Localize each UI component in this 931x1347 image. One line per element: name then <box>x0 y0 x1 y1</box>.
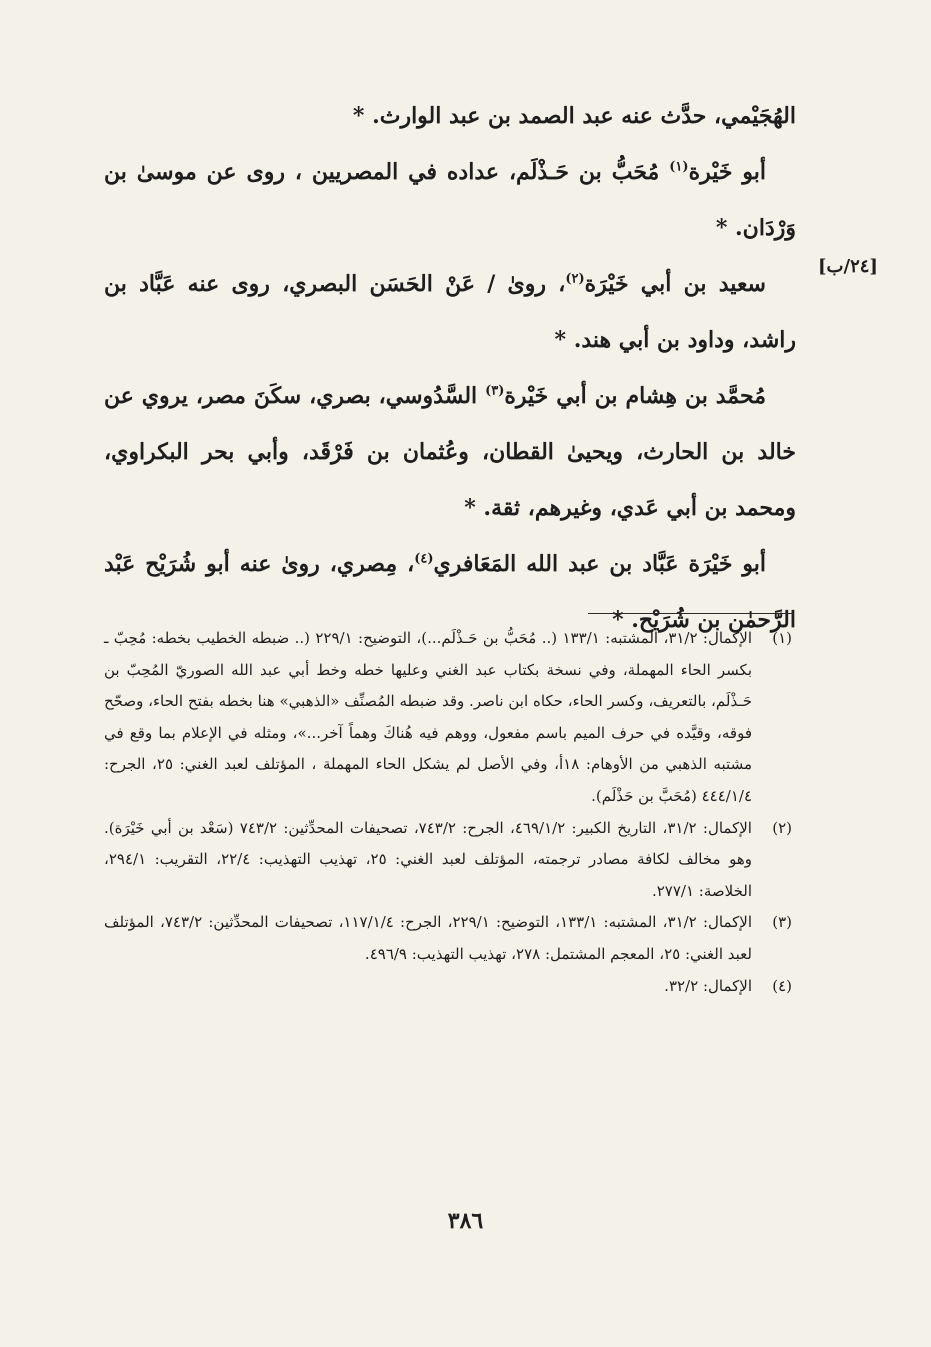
footnote-number: (٤) <box>772 976 792 995</box>
footnote-2 <box>104 813 792 908</box>
entry-text: أبو خَيْرَة عَبَّاد بن عبد الله المَعَافري <box>433 551 767 577</box>
footnote-separator <box>588 613 794 614</box>
entry-paragraph-hujaymi <box>104 88 796 144</box>
entry-text: ، روىٰ / عَنْ الحَسَن البصري، روى عنه عَبَّاد بن راشد، وداود بن أبي هند. * <box>104 271 796 353</box>
footnote-reference[interactable]: (٤) <box>414 551 434 567</box>
footnote-text: الإكمال: ٣١/٢، التاريخ الكبير: ٤٦٩/١/٢، الجرح: ٧٤٣/٢، تصحيفات المحدِّثين: ٧٤٣/٢ (سَعْد بن أبي خَيْرَة). وهو مخالف لكافة مصادر ترجمته، المؤتلف لعبد الغني: ٢٥، تهذيب التهذيب: ٢٢/٤، التقريب: ٢٩٤/١، الخلاصة: ٢٧٧/١. <box>104 818 752 900</box>
footnote-reference[interactable]: (١) <box>669 159 689 175</box>
entry-text: الهُجَيْمي، حدَّث عنه عبد الصمد بن عبد الوارث. * <box>352 103 796 129</box>
footnote-reference[interactable]: (٢) <box>565 271 585 287</box>
footnote-number: (٢) <box>772 818 792 837</box>
entry-text: مُحمَّد بن هِشام بن أبي خَيْرة <box>504 383 766 409</box>
entry-paragraph-muhammad-ibn-hisham <box>104 368 796 536</box>
footnote-3 <box>104 907 792 970</box>
entry-text: ، مِصري، روىٰ عنه أبو شُرَيْح عَبْد الرَّحمٰن بن شُرَيْح. * <box>104 551 796 633</box>
entry-text: السَّدُوسي، بصري، سكَنَ مصر، يروي عن خالد بن الحارث، ويحيىٰ القطان، وعُثمان بن فَرْقَد، وأبي بحر البكراوي، ومحمد بن أبي عَدي، وغيرهم، ثقة. * <box>104 383 796 521</box>
footnote-1 <box>104 623 792 813</box>
footnote-reference[interactable]: (٣) <box>485 383 505 399</box>
entry-text: أبو خَيْرة <box>688 159 767 185</box>
footnote-text: الإكمال: ٣٢/٢. <box>664 976 752 995</box>
footnote-number: (٣) <box>772 913 792 932</box>
footnote-text: الإكمال: ٣١/٢، المشتبه: ١٣٣/١ (.. مُحَبُّ بن حَـذْلَم...)، التوضيح: ٢٢٩/١ (.. ضبطه الخطيب بخطه: مُحِبّ ـ بكسر الحاء المهملة، وفي نسخة بكتاب عبد الغني وعليها خطه وخط أبي عبد الله الصوريّ المُحِبّ بن حَـذْلَم، بالتعريف، وكسر الحاء، حكاه ابن ناصر. وقد ضبطه المُصنِّف «الذهبي» هنا بخطه بفتح الحاء، وصحّح فوقه، وقيَّده في حرف الميم باسم مفعول، ووهم فيه هُناكَ وهماً آخر...»، ومثله في الإعلام بما وقع في مشتبه الذهبي من الأوهام: ١٨أ، وفي الأصل لم يشكل الحاء المهملة ، المؤتلف لعبد الغني: ٢٥، الجرح: ٤٤٤/١/٤ (مُحَبَّ بن حَذْلَم). <box>104 629 753 805</box>
entry-paragraph-said-ibn-abi-khayra <box>104 256 796 368</box>
footnotes <box>104 623 792 1002</box>
page-number: ٣٨٦ <box>447 1208 484 1234</box>
footnote-text: الإكمال: ٣١/٢، المشتبه: ١٣٣/١، التوضيح: ٢٢٩/١، الجرح: ١١٧/١/٤، تصحيفات المحدِّثين: ٧٤٣/٢، المؤتلف لعبد الغني: ٢٥، المعجم المشتمل: ٢٧٨، تهذيب التهذيب: ٤٩٦/٩. <box>104 913 753 963</box>
entry-text: سعيد بن أبي خَيْرَة <box>584 271 766 297</box>
footnote-number: (١) <box>772 629 792 647</box>
entry-text: مُحَبُّ بن حَـذْلَم، عداده في المصريين ، روى عن موسىٰ بن وَرْدَان. * <box>104 159 796 241</box>
margin-folio-note: [٢٤/ب] <box>818 256 878 277</box>
main-text <box>104 88 796 648</box>
entry-paragraph-abu-khayra-muhabb <box>104 144 796 256</box>
footnote-4 <box>104 971 792 1003</box>
